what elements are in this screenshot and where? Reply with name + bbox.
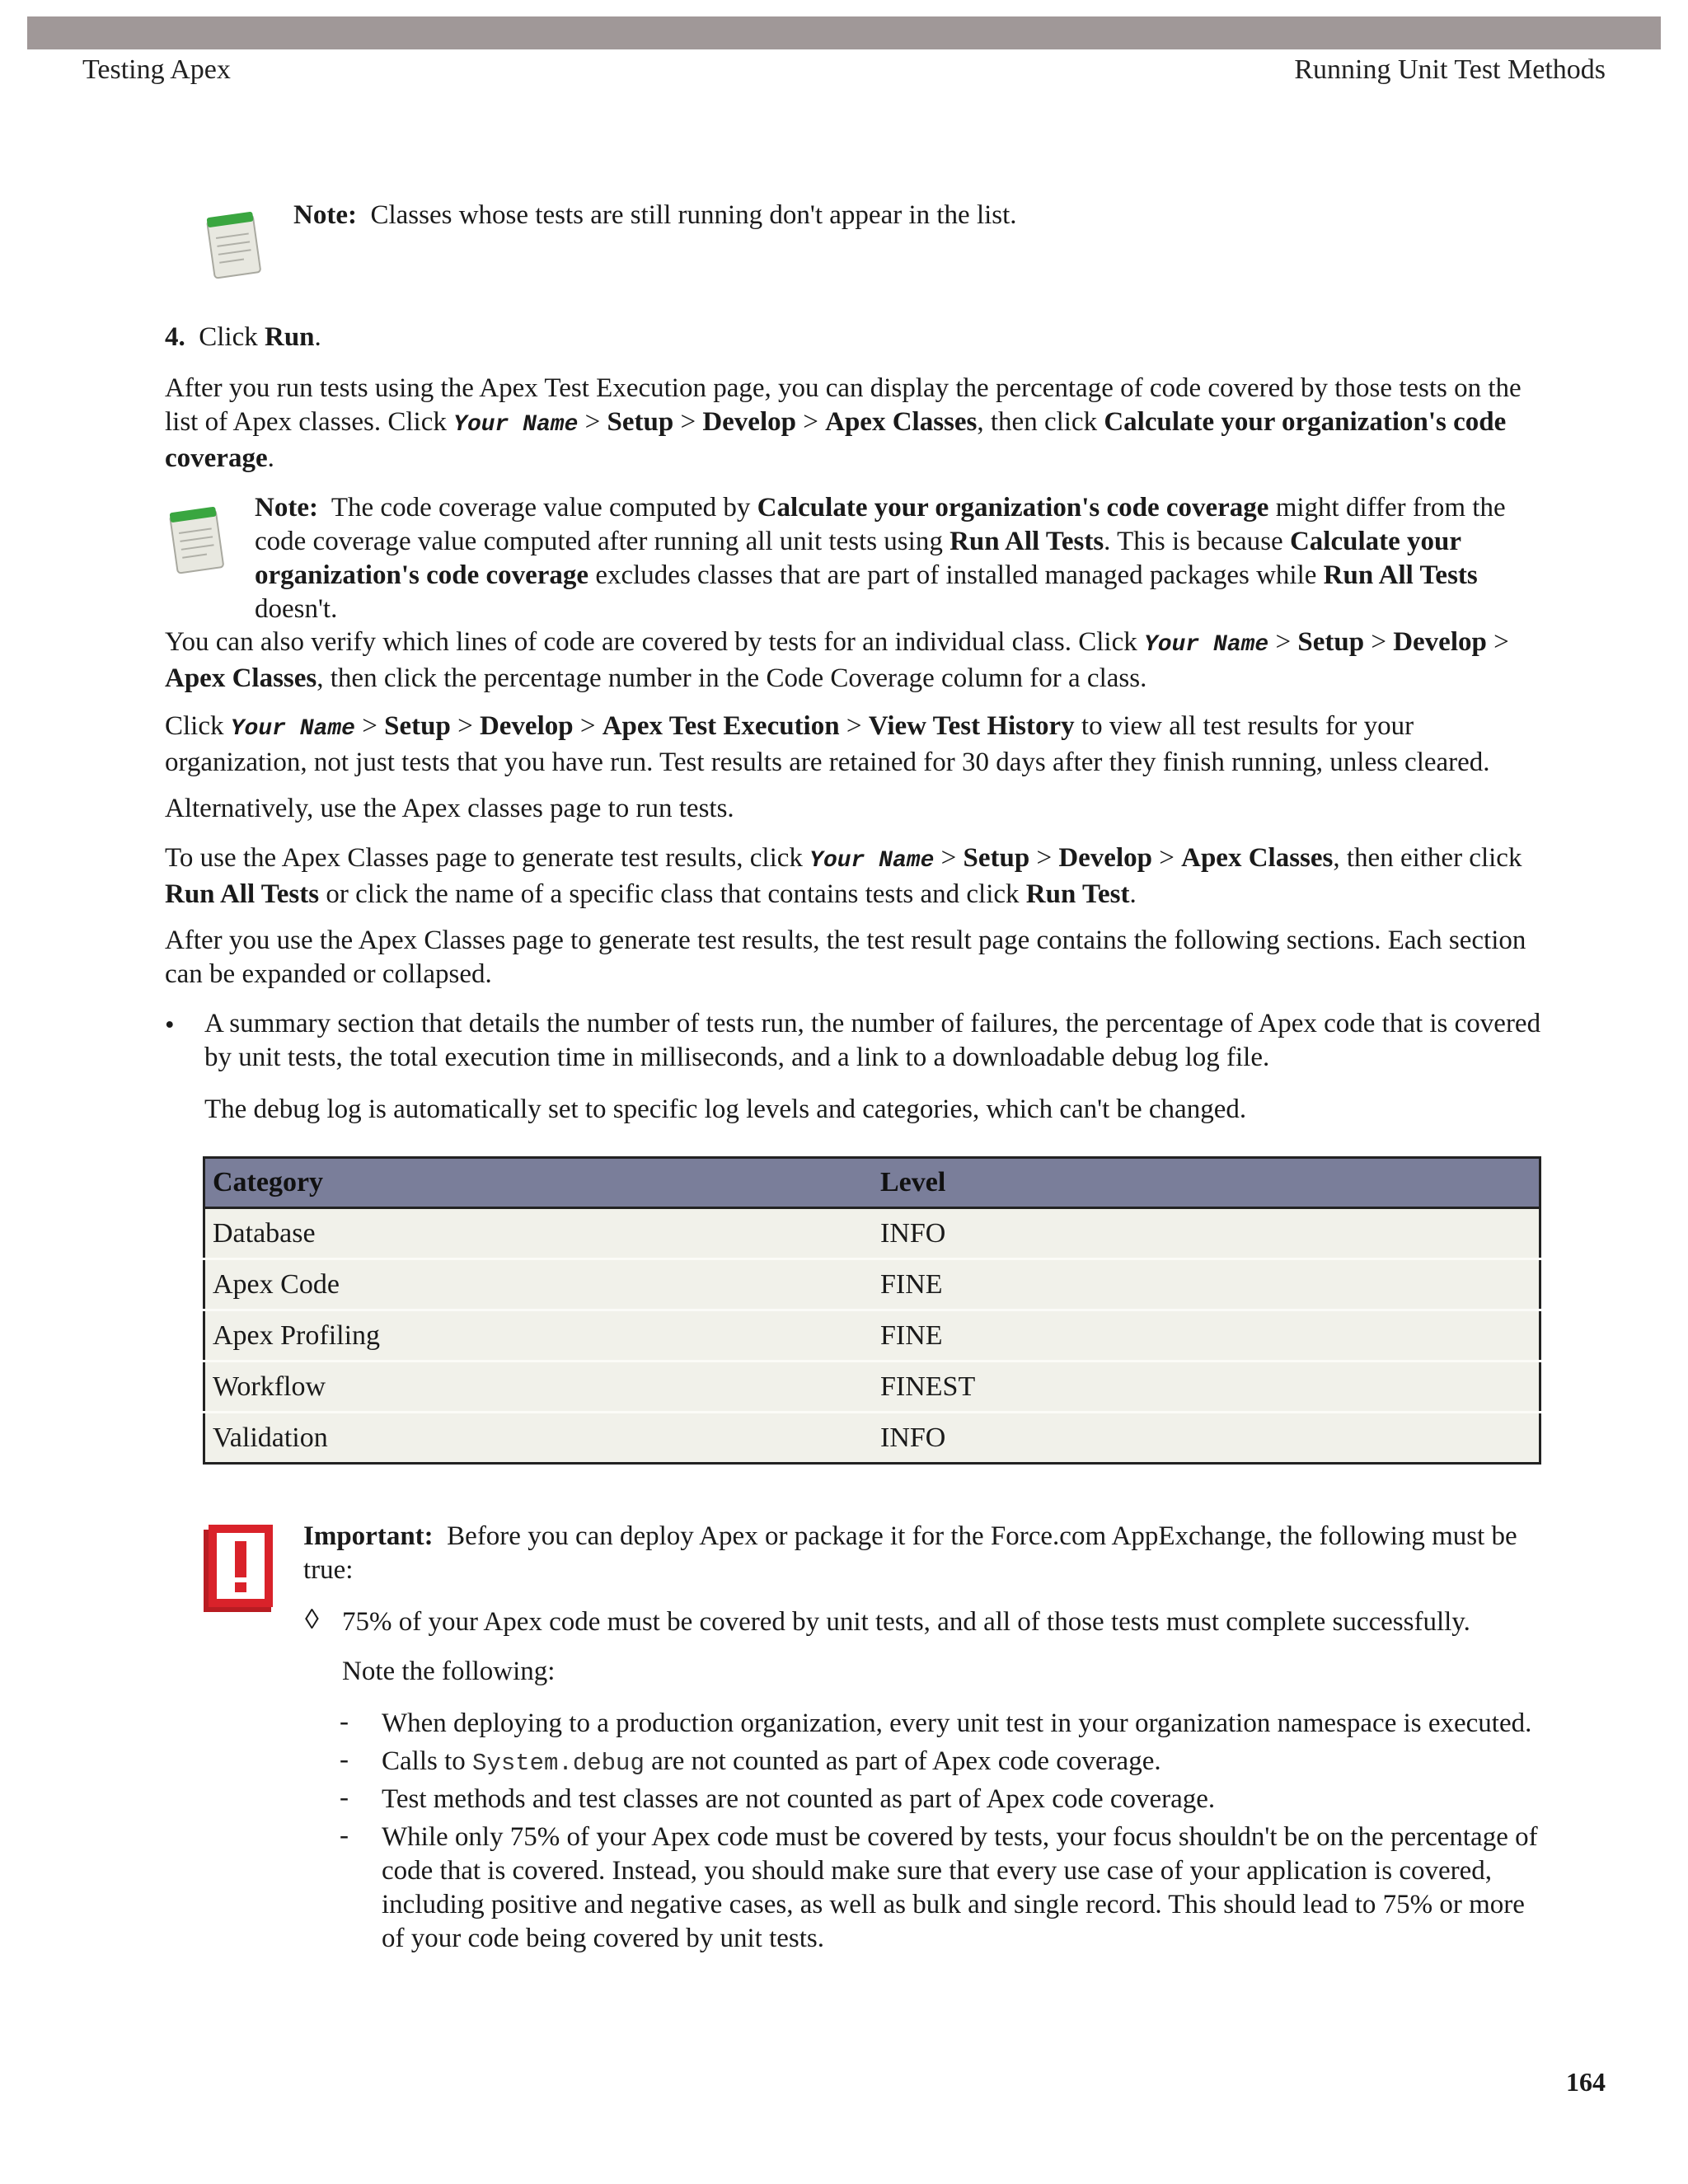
table-row <box>204 1259 1540 1310</box>
step-4 <box>165 321 1543 354</box>
separator: > <box>1364 627 1394 657</box>
dash-item-text: While only 75% of your Apex code must be covered by tests, your focus shouldn't be on the percentage of code that is covered. Instead, you should make sure that every use case of your application is covered, including positive and negative cases, as well as bulk and single record. This should lead to 75% or more of your code being covered by unit tests. <box>382 1822 1538 1953</box>
coverage-requirement-text: 75% of your Apex code must be covered by unit tests, and all of those tests must complete successfully. <box>342 1607 1470 1637</box>
step-number: 4. <box>165 322 185 352</box>
run-all-tests-label: Run All Tests <box>165 879 320 909</box>
separator: > <box>934 843 964 873</box>
paragraph-apex-classes-page <box>165 841 1543 912</box>
your-name-code: Your Name <box>1144 632 1269 658</box>
dash-marker: - <box>340 1745 349 1774</box>
dash-item-text: Test methods and test classes are not counted as part of Apex code coverage. <box>382 1784 1216 1814</box>
text: to view all test results for your organization, not just tests that you have run. Test results are retained for 30 days after they finish running, unless cleared. <box>165 711 1490 777</box>
text: Calls to <box>382 1746 473 1776</box>
develop-label: Develop <box>479 711 574 741</box>
run-test-label: Run Test <box>1025 879 1130 909</box>
text: are not counted as part of Apex code coverage. <box>644 1746 1161 1776</box>
separator: > <box>1029 843 1059 873</box>
dash-marker: - <box>340 1821 349 1850</box>
note-label: Note: <box>255 493 318 523</box>
your-name-code: Your Name <box>453 412 579 438</box>
separator: > <box>795 407 826 437</box>
text: , then either click <box>1333 843 1522 873</box>
category-cell: Apex Code <box>204 1259 874 1310</box>
text: Click <box>165 711 231 741</box>
important-label: Important: <box>303 1521 434 1551</box>
system-debug-code: System.debug <box>472 1750 645 1777</box>
dash-item-text <box>382 1745 1543 1780</box>
text: . <box>267 443 274 473</box>
level-cell: FINEST <box>873 1361 1540 1413</box>
text: . <box>1129 879 1137 909</box>
text: To use the Apex Classes page to generate test results, click <box>165 843 810 873</box>
table-row <box>204 1208 1540 1259</box>
separator: > <box>354 711 385 741</box>
running-header-left: Testing Apex <box>82 54 231 85</box>
level-cell: FINE <box>873 1310 1540 1361</box>
paragraph-sections: After you use the Apex Classes page to generate test results, the test result page contains the following sections. Each section can be expanded or collapsed. <box>165 926 1526 989</box>
your-name-code: Your Name <box>809 848 935 874</box>
apex-test-execution-label: Apex Test Execution <box>602 711 840 741</box>
level-cell: INFO <box>873 1208 1540 1259</box>
separator: > <box>450 711 480 741</box>
note-text <box>255 491 1543 626</box>
table-row <box>204 1361 1540 1413</box>
dash-marker: - <box>340 1783 349 1812</box>
apex-classes-label: Apex Classes <box>825 407 978 437</box>
text: The code coverage value computed by <box>331 493 757 523</box>
text: . This is because <box>1104 527 1290 556</box>
apex-classes-label: Apex Classes <box>1181 843 1334 873</box>
develop-label: Develop <box>702 407 796 437</box>
text: or click the name of a specific class that contains tests and click <box>319 879 1026 909</box>
note-label: Note: <box>293 200 357 230</box>
separator: > <box>573 711 603 741</box>
paragraph-verify-lines <box>165 626 1543 696</box>
bullet-marker: • <box>165 1010 175 1040</box>
note-text <box>293 199 1530 232</box>
category-cell: Database <box>204 1208 874 1259</box>
category-cell: Apex Profiling <box>204 1310 874 1361</box>
table-row <box>204 1413 1540 1464</box>
page-number: 164 <box>1566 2067 1606 2097</box>
text: , then click <box>977 407 1104 437</box>
note-body: Classes whose tests are still running don't appear in the list. <box>370 200 1017 230</box>
bullet-summary-text: A summary section that details the number of tests run, the number of failures, the percentage of Apex code that is covered by unit tests, the total execution time in milliseconds, and a link to a downloadable debug log file. <box>204 1009 1541 1072</box>
develop-label: Develop <box>1393 627 1487 657</box>
diamond-marker: ◊ <box>305 1605 319 1635</box>
text: You can also verify which lines of code are covered by tests for an individual class. Click <box>165 627 1144 657</box>
dash-item-text: When deploying to a production organization, every unit test in your organization namespace is executed. <box>382 1708 1532 1738</box>
dash-marker: - <box>340 1707 349 1736</box>
setup-label: Setup <box>1297 627 1365 657</box>
separator: > <box>839 711 869 741</box>
view-test-history-label: View Test History <box>868 711 1075 741</box>
paragraph-code-coverage <box>165 372 1543 476</box>
calculate-coverage-label: Calculate your organization's code coverage <box>165 407 1507 473</box>
step-text: Click <box>199 322 265 352</box>
bullet-debug-log-text: The debug log is automatically set to specific log levels and categories, which can't be changed. <box>204 1094 1247 1124</box>
category-cell: Workflow <box>204 1361 874 1413</box>
table-header-row <box>204 1158 1540 1208</box>
develop-label: Develop <box>1058 843 1152 873</box>
level-cell: INFO <box>873 1413 1540 1464</box>
setup-label: Setup <box>384 711 451 741</box>
column-header-level: Level <box>873 1158 1540 1208</box>
text: After you run tests using the Apex Test Execution page, you can display the percentage of code covered by those tests on the list of Apex classes. Click <box>165 373 1522 437</box>
important-body: Before you can deploy Apex or package it for the Force.com AppExchange, the following must be true: <box>303 1521 1517 1585</box>
calculate-coverage-label: Calculate your organization's code coverage <box>757 493 1269 523</box>
note-following-text: Note the following: <box>342 1657 556 1686</box>
note-icon <box>202 203 266 282</box>
level-cell: FINE <box>873 1259 1540 1310</box>
text: might differ from the code coverage value computed after running all unit tests using <box>255 493 1506 556</box>
separator: > <box>1486 627 1509 657</box>
important-icon <box>202 1523 274 1614</box>
table-row <box>204 1310 1540 1361</box>
debug-log-levels-table <box>203 1156 1541 1465</box>
run-label: Run <box>265 322 315 352</box>
category-cell: Validation <box>204 1413 874 1464</box>
text: excludes classes that are part of installed managed packages while <box>588 560 1324 590</box>
page-top-bar <box>27 16 1661 49</box>
setup-label: Setup <box>607 407 674 437</box>
separator: > <box>673 407 703 437</box>
calculate-coverage-label: Calculate your organization's code coverage <box>255 527 1461 590</box>
important-text <box>303 1520 1543 1587</box>
step-period: . <box>314 322 321 352</box>
your-name-code: Your Name <box>230 716 355 742</box>
column-header-category: Category <box>204 1158 874 1208</box>
paragraph-alternative: Alternatively, use the Apex classes page to run tests. <box>165 794 734 823</box>
separator: > <box>1268 627 1298 657</box>
running-header-right: Running Unit Test Methods <box>1294 54 1606 85</box>
run-all-tests-label: Run All Tests <box>950 527 1104 556</box>
setup-label: Setup <box>963 843 1030 873</box>
text: doesn't. <box>255 594 338 624</box>
paragraph-test-history <box>165 710 1543 780</box>
run-all-tests-label: Run All Tests <box>1323 560 1478 590</box>
text: , then click the percentage number in the Code Coverage column for a class. <box>316 663 1147 693</box>
note-icon <box>165 498 229 577</box>
separator: > <box>1151 843 1182 873</box>
apex-classes-label: Apex Classes <box>165 663 317 693</box>
separator: > <box>578 407 607 437</box>
